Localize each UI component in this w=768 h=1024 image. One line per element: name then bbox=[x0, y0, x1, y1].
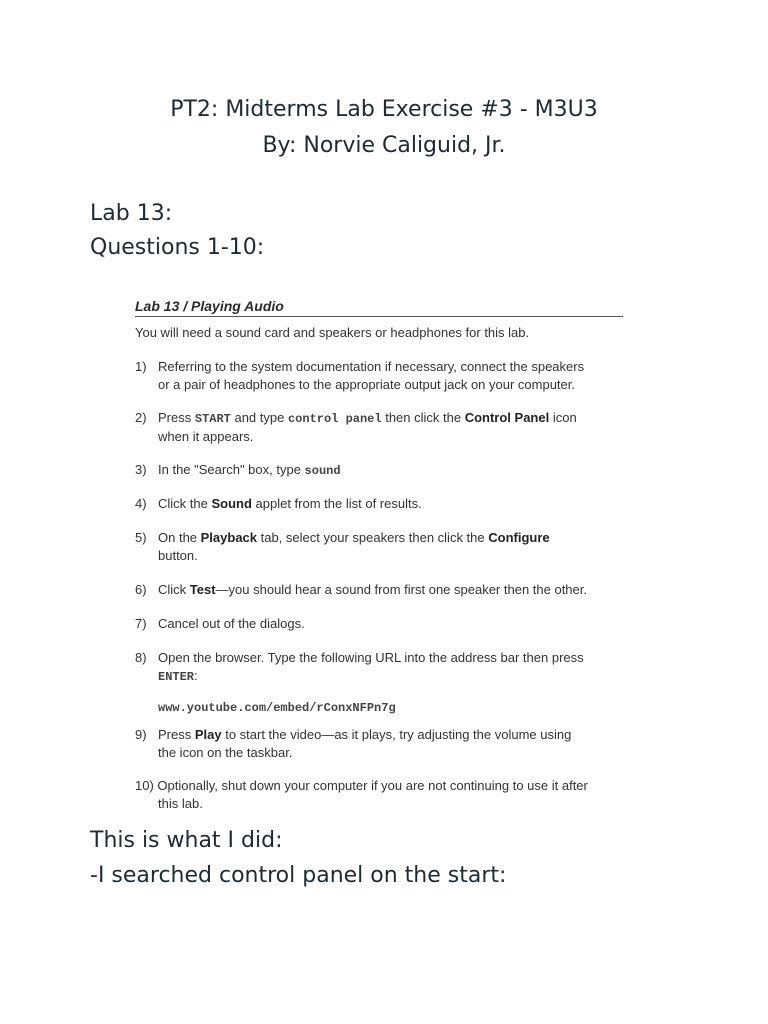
step-number: 4) bbox=[135, 496, 147, 511]
step-10 bbox=[135, 777, 623, 813]
step-9 bbox=[135, 726, 623, 762]
step-text: : bbox=[194, 668, 198, 683]
step-text: tab, select your speakers then click the bbox=[257, 530, 489, 545]
bold-term: Play bbox=[194, 727, 222, 742]
step-4 bbox=[135, 495, 623, 513]
step-number: 6) bbox=[135, 582, 147, 597]
lab-instructions-image bbox=[135, 298, 623, 811]
command-text: sound bbox=[304, 464, 341, 478]
step-3 bbox=[135, 461, 623, 480]
step-number: 8) bbox=[135, 650, 147, 665]
step-1 bbox=[135, 358, 623, 394]
step-7 bbox=[135, 615, 623, 633]
step-text: —you should hear a sound from first one speaker then the other. bbox=[215, 582, 587, 597]
step-text: applet from the list of results. bbox=[251, 496, 422, 511]
step-8 bbox=[135, 649, 623, 715]
author-byline: By: Norvie Caliguid, Jr. bbox=[262, 133, 506, 158]
step-number: 10) bbox=[135, 778, 154, 793]
step-5 bbox=[135, 529, 623, 565]
lab-heading: Lab 13: bbox=[90, 201, 173, 226]
step-text: to start the video—as it plays, try adjusting the volume using bbox=[221, 727, 572, 742]
step-text: Click the bbox=[158, 496, 212, 511]
step-text: the icon on the taskbar. bbox=[158, 745, 293, 760]
bold-term: Test bbox=[189, 582, 216, 597]
step-number: 9) bbox=[135, 727, 147, 742]
lab-title: Lab 13 / Playing Audio bbox=[135, 298, 623, 317]
step-number: 1) bbox=[135, 359, 147, 374]
step-text: Optionally, shut down your computer if you are not continuing to use it after bbox=[157, 778, 588, 793]
step-text: then click the bbox=[381, 410, 465, 425]
step-text: when it appears. bbox=[158, 429, 254, 444]
step-number: 2) bbox=[135, 410, 147, 425]
step-2 bbox=[135, 409, 623, 446]
notes-line-1: This is what I did: bbox=[90, 828, 283, 853]
step-number: 7) bbox=[135, 616, 147, 631]
bold-term: Sound bbox=[211, 496, 252, 511]
step-text: Press bbox=[158, 410, 195, 425]
step-text: and type bbox=[230, 410, 288, 425]
step-text: Open the browser. Type the following URL into the address bar then press bbox=[158, 650, 584, 665]
step-text: Cancel out of the dialogs. bbox=[158, 616, 305, 631]
notes-line-2: -I searched control panel on the start: bbox=[90, 863, 507, 888]
command-text: START bbox=[194, 412, 231, 426]
step-text: button. bbox=[158, 548, 198, 563]
command-text: ENTER bbox=[158, 670, 195, 684]
step-text: Press bbox=[158, 727, 195, 742]
step-number: 5) bbox=[135, 530, 147, 545]
step-text: Click bbox=[158, 582, 190, 597]
step-text: or a pair of headphones to the appropriate output jack on your computer. bbox=[158, 377, 575, 392]
document-title: PT2: Midterms Lab Exercise #3 - M3U3 bbox=[170, 97, 598, 122]
step-text: In the "Search" box, type bbox=[158, 462, 305, 477]
bold-term: Configure bbox=[488, 530, 550, 545]
step-text: this lab. bbox=[158, 796, 203, 811]
step-6 bbox=[135, 581, 623, 599]
bold-term: Control Panel bbox=[464, 410, 550, 425]
step-text: On the bbox=[158, 530, 201, 545]
lab-intro: You will need a sound card and speakers or headphones for this lab. bbox=[135, 325, 530, 340]
step-text: Referring to the system documentation if necessary, connect the speakers bbox=[158, 359, 585, 374]
step-number: 3) bbox=[135, 462, 147, 477]
step-text: icon bbox=[549, 410, 577, 425]
questions-heading: Questions 1-10: bbox=[90, 235, 265, 260]
youtube-url: www.youtube.com/embed/rConxNFPn7g bbox=[158, 701, 396, 715]
bold-term: Playback bbox=[200, 530, 258, 545]
command-text: control panel bbox=[287, 412, 382, 426]
